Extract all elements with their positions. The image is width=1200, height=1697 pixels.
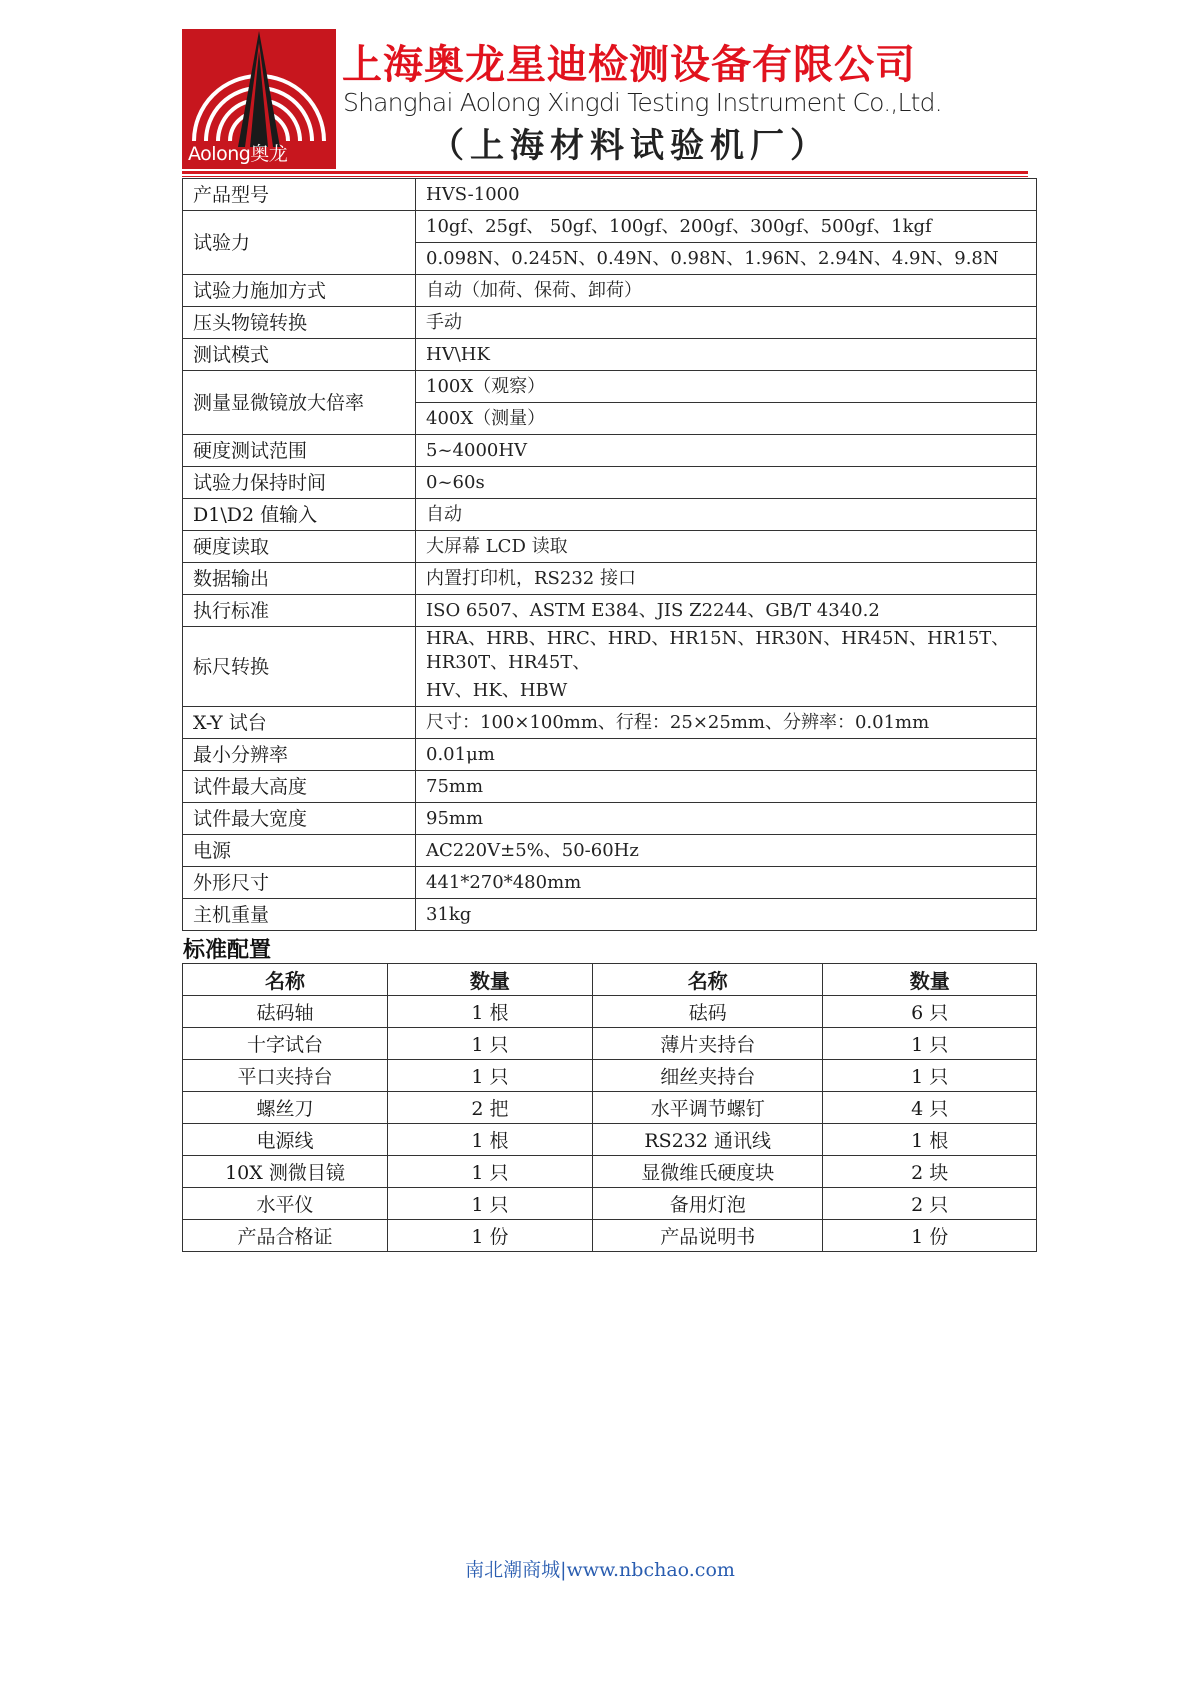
item-name: 备用灯泡 [592,1188,823,1220]
spec-key: 产品型号 [183,179,416,211]
spec-key: 试验力 [183,211,416,275]
spec-value: 0.098N、0.245N、0.49N、0.98N、1.96N、2.94N、4.9N、9.8N [416,243,1037,275]
spec-key: 最小分辨率 [183,739,416,771]
item-name: 十字试台 [183,1028,388,1060]
item-name: 产品说明书 [592,1220,823,1252]
item-qty: 1 只 [387,1188,592,1220]
item-name: 10X 测微目镜 [183,1156,388,1188]
company-name-en: Shanghai Aolong Xingdi Testing Instrument Co.,Ltd. [343,88,942,117]
table-row [183,531,1037,563]
spec-value: 自动（加荷、保荷、卸荷） [416,275,1037,307]
item-qty: 1 份 [823,1220,1037,1252]
item-qty: 1 只 [387,1060,592,1092]
column-header: 名称 [592,964,823,996]
table-row [183,211,1037,243]
logo-text: Aolong奥龙 [188,143,288,165]
spec-value: 100X（观察） [416,371,1037,403]
config-title: 标准配置 [183,938,272,963]
table-row [183,771,1037,803]
table-header-row [183,964,1037,996]
table-row [183,867,1037,899]
table-row [183,835,1037,867]
table-row [183,1188,1037,1220]
table-row [183,499,1037,531]
spec-value: HV、HK、HBW [416,675,1037,707]
spec-value: 31kg [416,899,1037,931]
item-qty: 6 只 [823,996,1037,1028]
table-row [183,179,1037,211]
item-name: 平口夹持台 [183,1060,388,1092]
footer-link[interactable]: 南北潮商城|www.nbchao.com [465,1559,735,1581]
config-table [182,963,1037,1252]
item-name: 水平仪 [183,1188,388,1220]
company-name-cn: 上海奥龙星迪检测设备有限公司 [342,42,916,88]
spec-value: HVS-1000 [416,179,1037,211]
spec-value: 0.01μm [416,739,1037,771]
table-row [183,1092,1037,1124]
spec-key: 硬度读取 [183,531,416,563]
spec-value: 441*270*480mm [416,867,1037,899]
item-qty: 1 根 [823,1124,1037,1156]
item-qty: 1 根 [387,996,592,1028]
spec-key: 试验力施加方式 [183,275,416,307]
spec-value: HV\HK [416,339,1037,371]
item-name: 产品合格证 [183,1220,388,1252]
item-qty: 4 只 [823,1092,1037,1124]
spec-table [182,178,1037,931]
item-name: 水平调节螺钉 [592,1092,823,1124]
spec-key: 试件最大宽度 [183,803,416,835]
item-qty: 1 只 [387,1156,592,1188]
item-qty: 1 份 [387,1220,592,1252]
table-row [183,371,1037,403]
item-qty: 1 只 [823,1028,1037,1060]
table-row [183,1124,1037,1156]
item-name: 薄片夹持台 [592,1028,823,1060]
spec-value: 自动 [416,499,1037,531]
table-row [183,275,1037,307]
spec-value: 400X（测量） [416,403,1037,435]
spec-value: 95mm [416,803,1037,835]
table-row [183,739,1037,771]
item-qty: 2 把 [387,1092,592,1124]
spec-value: 内置打印机，RS232 接口 [416,563,1037,595]
spec-key: 硬度测试范围 [183,435,416,467]
table-row [183,1028,1037,1060]
table-row [183,435,1037,467]
table-row [183,627,1037,676]
spec-value: ISO 6507、ASTM E384、JIS Z2244、GB/T 4340.2 [416,595,1037,627]
item-qty: 2 块 [823,1156,1037,1188]
column-header: 数量 [387,964,592,996]
spec-key: 测试模式 [183,339,416,371]
table-row [183,1156,1037,1188]
spec-value: 10gf、25gf、 50gf、100gf、200gf、300gf、500gf、1kgf [416,211,1037,243]
item-name: 细丝夹持台 [592,1060,823,1092]
spec-value: 5~4000HV [416,435,1037,467]
spec-key: 数据输出 [183,563,416,595]
spec-value: HRA、HRB、HRC、HRD、HR15N、HR30N、HR45N、HR15T、HR30T、HR45T、 [416,627,1037,676]
item-qty: 1 只 [823,1060,1037,1092]
spec-key: X-Y 试台 [183,707,416,739]
table-row [183,339,1037,371]
spec-key: 压头物镜转换 [183,307,416,339]
item-name: 电源线 [183,1124,388,1156]
table-row [183,803,1037,835]
table-row [183,707,1037,739]
spec-key: 测量显微镜放大倍率 [183,371,416,435]
spec-key: 标尺转换 [183,627,416,707]
spec-key: 外形尺寸 [183,867,416,899]
spec-value: 75mm [416,771,1037,803]
table-row [183,996,1037,1028]
spec-value: 手动 [416,307,1037,339]
item-name: 砝码 [592,996,823,1028]
item-qty: 1 只 [387,1028,592,1060]
table-row [183,1060,1037,1092]
column-header: 数量 [823,964,1037,996]
spec-value: 大屏幕 LCD 读取 [416,531,1037,563]
item-qty: 1 根 [387,1124,592,1156]
table-row [183,467,1037,499]
header-rule-thin [182,176,1028,177]
spec-key: 试件最大高度 [183,771,416,803]
item-qty: 2 只 [823,1188,1037,1220]
table-row [183,563,1037,595]
company-logo [182,29,336,169]
spec-key: D1\D2 值输入 [183,499,416,531]
spec-key: 主机重量 [183,899,416,931]
spec-value: 0~60s [416,467,1037,499]
header-rule [182,171,1028,174]
spec-value: 尺寸：100×100mm、行程：25×25mm、分辨率：0.01mm [416,707,1037,739]
item-name: 螺丝刀 [183,1092,388,1124]
item-name: 显微维氏硬度块 [592,1156,823,1188]
spec-value: AC220V±5%、50-60Hz [416,835,1037,867]
table-row [183,307,1037,339]
table-row [183,595,1037,627]
spec-key: 试验力保持时间 [183,467,416,499]
item-name: 砝码轴 [183,996,388,1028]
column-header: 名称 [183,964,388,996]
table-row [183,1220,1037,1252]
factory-name: （上海材料试验机厂） [430,126,830,166]
spec-key: 执行标准 [183,595,416,627]
item-name: RS232 通讯线 [592,1124,823,1156]
table-row [183,899,1037,931]
spec-key: 电源 [183,835,416,867]
